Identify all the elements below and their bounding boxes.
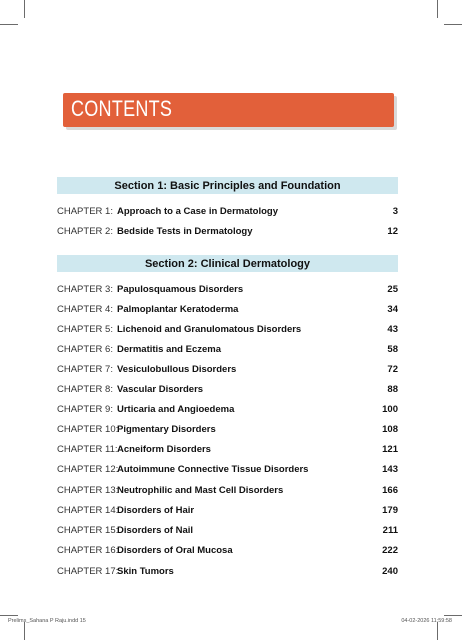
toc-entry[interactable] (57, 226, 398, 240)
toc-entry[interactable] (57, 464, 398, 478)
toc-entry[interactable] (57, 384, 398, 398)
chapter-title: Vascular Disorders (117, 384, 204, 395)
toc-entry[interactable] (57, 364, 398, 378)
chapter-title: Disorders of Nail (117, 525, 194, 536)
chapter-number: CHAPTER 9: (57, 404, 113, 415)
toc-entry[interactable] (57, 344, 398, 358)
chapter-number: CHAPTER 4: (57, 304, 113, 315)
section-heading: Section 1: Basic Principles and Foundation (57, 177, 398, 194)
chapter-title: Approach to a Case in Dermatology (117, 206, 279, 217)
page-number: 12 (387, 226, 398, 237)
toc-entry[interactable] (57, 324, 398, 338)
toc-entry[interactable] (57, 424, 398, 438)
page-number: 25 (387, 284, 398, 295)
page-number: 88 (387, 384, 398, 395)
toc-entry[interactable] (57, 505, 398, 519)
toc-entry[interactable] (57, 206, 398, 220)
toc-entry[interactable] (57, 404, 398, 418)
toc-entry[interactable] (57, 444, 398, 458)
chapter-title: Neutrophilic and Mast Cell Disorders (117, 485, 284, 496)
chapter-title: Papulosquamous Disorders (117, 284, 244, 295)
section-heading: Section 2: Clinical Dermatology (57, 255, 398, 272)
crop-mark (0, 24, 18, 25)
chapter-title: Urticaria and Angioedema (117, 404, 235, 415)
crop-mark (24, 0, 25, 18)
page-number: 240 (382, 566, 398, 577)
page-number: 72 (387, 364, 398, 375)
chapter-number: CHAPTER 13: (57, 485, 119, 496)
page-number: 166 (382, 485, 398, 496)
chapter-title: Autoimmune Connective Tissue Disorders (117, 464, 309, 475)
page-number: 222 (382, 545, 398, 556)
chapter-title: Pigmentary Disorders (117, 424, 216, 435)
toc-entry[interactable] (57, 304, 398, 318)
chapter-title: Skin Tumors (117, 566, 174, 577)
page-number: 58 (387, 344, 398, 355)
chapter-title: Acneiform Disorders (117, 444, 211, 455)
chapter-title: Palmoplantar Keratoderma (117, 304, 239, 315)
footer-slug-left: Prelims_Sahana P Raju.indd 15 (8, 618, 86, 624)
toc-entry[interactable] (57, 525, 398, 539)
toc-entry[interactable] (57, 566, 398, 580)
chapter-number: CHAPTER 17: (57, 566, 119, 577)
page-number: 34 (387, 304, 398, 315)
page-number: 179 (382, 505, 398, 516)
crop-mark (437, 622, 438, 640)
page-number: 211 (382, 525, 398, 536)
chapter-number: CHAPTER 6: (57, 344, 113, 355)
chapter-number: CHAPTER 12: (57, 464, 119, 475)
page-title: CONTENTS (71, 96, 173, 121)
chapter-title: Bedside Tests in Dermatology (117, 226, 253, 237)
crop-mark (444, 615, 462, 616)
toc-entry[interactable] (57, 284, 398, 298)
chapter-number: CHAPTER 16: (57, 545, 119, 556)
toc-entry[interactable] (57, 485, 398, 499)
chapter-number: CHAPTER 7: (57, 364, 113, 375)
chapter-title: Vesiculobullous Disorders (117, 364, 237, 375)
page-number: 121 (382, 444, 398, 455)
chapter-number: CHAPTER 10: (57, 424, 119, 435)
page-number: 3 (392, 206, 398, 217)
page-number: 100 (382, 404, 398, 415)
crop-mark (0, 615, 18, 616)
chapter-number: CHAPTER 2: (57, 226, 113, 237)
chapter-number: CHAPTER 5: (57, 324, 113, 335)
chapter-title: Disorders of Oral Mucosa (117, 545, 233, 556)
crop-mark (437, 0, 438, 18)
crop-mark (444, 24, 462, 25)
chapter-number: CHAPTER 8: (57, 384, 113, 395)
chapter-number: CHAPTER 11: (57, 444, 118, 455)
chapter-number: CHAPTER 14: (57, 505, 119, 516)
footer-slug-right: 04-02-2026 11:59:58 (401, 618, 452, 624)
contents-banner (63, 93, 394, 127)
toc-entry[interactable] (57, 545, 398, 559)
page-number: 108 (382, 424, 398, 435)
chapter-title: Dermatitis and Eczema (117, 344, 222, 355)
chapter-number: CHAPTER 3: (57, 284, 113, 295)
chapter-number: CHAPTER 15: (57, 525, 119, 536)
chapter-title: Lichenoid and Granulomatous Disorders (117, 324, 302, 335)
page-number: 143 (382, 464, 398, 475)
page-number: 43 (387, 324, 398, 335)
crop-mark (24, 622, 25, 640)
chapter-number: CHAPTER 1: (57, 206, 113, 217)
chapter-title: Disorders of Hair (117, 505, 195, 516)
